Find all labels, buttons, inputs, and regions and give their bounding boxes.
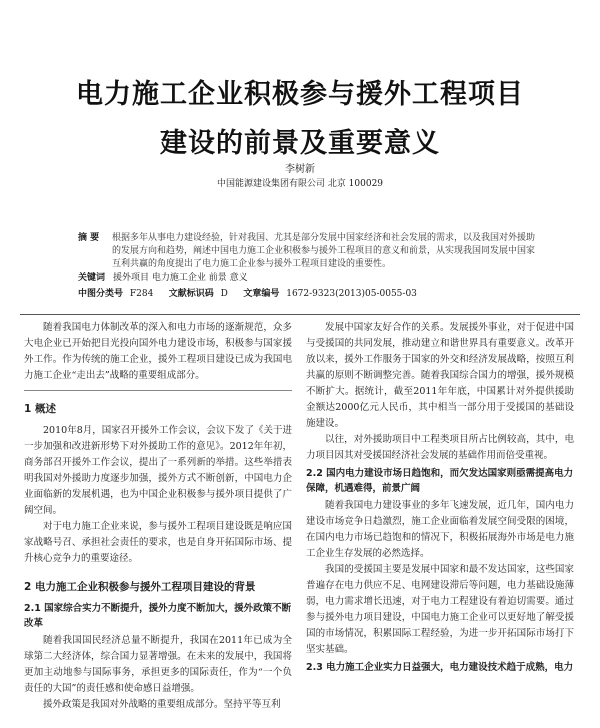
article-no-label: 文章编号: [243, 289, 280, 299]
section-2-1-heading: 2.1 国家综合实力不断提升，援外力度不断加大，援外政策不断改革: [24, 603, 292, 629]
right-column: [306, 320, 574, 677]
left-column: [24, 320, 292, 713]
paper-title-line2: 建设的前景及重要意义: [160, 128, 440, 159]
intro-paragraph: 随着我国电力体制改革的深入和电力市场的逐渐规范，众多大电企业已开始把目光投向国外电力建设市场，积极参与国家援外工作。作为传统的施工企业，援外工程项目建设已成为我国电力施工企业“走出去”战略的重要组成部分。: [24, 320, 292, 391]
section-1-heading: 1 概述: [24, 403, 56, 415]
section-1-paragraph-1: 2010年8月，国家召开援外工作会议，会议下发了《关于进一步加强和改进新形势下对外援助工作的意见》。2012年年初，商务部召开援外工作会议，提出了一系列新的举措。这些举措表明我国对外援助力度逐步加强，援外方式不断创新，中国电力企业面临新的发展机遇，也为中国企业积极参与援外项目提供了广阔空间。: [24, 425, 292, 516]
author: 李树新: [285, 164, 315, 175]
abstract-text: 根据多年从事电力建设经验，针对我国、尤其是部分发展中国家经济和社会发展的需求，以及我国对外援助的发展方向和趋势，阐述中国电力施工企业积极参与援外工程项目的意义和前景，从实现我国同发展中国家互利共赢的角度提出了电力施工企业参与援外工程项目建设的重要性。: [112, 233, 536, 269]
keywords-label: 关键词: [78, 273, 106, 283]
paper-title-line1: 电力施工企业积极参与援外工程项目: [76, 79, 524, 110]
abstract: [78, 232, 538, 271]
article-no-value: 1672-9323(2013)05-0055-03: [286, 289, 417, 299]
section-2-2-heading: 2.2 国内电力建设市场日趋饱和，而欠发达国家则亟需提高电力保障，机遇难得，前景广阔: [306, 468, 574, 494]
abstract-label: 摘 要: [78, 233, 100, 243]
doc-code-label: 文献标识码: [168, 289, 214, 299]
clc-label: 中图分类号: [78, 289, 124, 299]
affiliation: 中国能源建设集团有限公司 北京 100029: [216, 179, 384, 189]
classification: [78, 288, 538, 301]
right-paragraph-2: 以往，对外援助项目中工程类项目所占比例较高，其中，电力项目因其对受援国经济社会发展的基础作用而倍受重视。: [306, 434, 574, 461]
section-1-paragraph-2: 对于电力施工企业来说，参与援外工程项目建设既是响应国家战略号召、承担社会责任的要求，也是自身开拓国际市场、提升核心竞争力的重要途径。: [24, 521, 292, 564]
section-2-3-heading: 2.3 电力施工企业实力日益强大，电力建设技术趋于成熟，电力: [306, 662, 574, 673]
keywords: [78, 272, 538, 285]
section-2-2-paragraph-2: 我国的受援国主要是发展中国家和最不发达国家，这些国家普遍存在电力供应不足、电网建设滞后等问题，电力基础设施薄弱，电力需求增长迅速，对于电力工程建设有着迫切需要。通过参与援外电力项目建设，中国电力施工企业可以更好地了解受援国的市场情况，积累国际工程经验，为进一步开拓国际市场打下坚实基础。: [306, 564, 574, 655]
clc-value: F284: [129, 289, 154, 299]
section-2-1-paragraph: 随着我国国民经济总量不断提升，我国在2011年已成为全球第二大经济体，综合国力显著增强。在未来的发展中，我国将更加主动地参与国际事务，承担更多的国际责任，作为“一个负责任的大国”的责任感和使命感日益增强。: [24, 635, 292, 694]
right-paragraph-1: 发展中国家友好合作的关系。发展援外事业，对于促进中国与受援国的共同发展，推动建立和谐世界具有重要意义。改革开放以来，援外工作服务于国家的外交和经济发展战略，按照互利共赢的原则不断调整完善。随着我国综合国力的增强，援外规模不断扩大。据统计，截至2011年年底，中国累计对外提供援助金额达2000亿元人民币，其中相当一部分用于受援国的基础设施建设。: [306, 322, 574, 429]
header-rule: [20, 314, 580, 315]
keywords-text: 援外项目 电力施工企业 前景 意义: [113, 273, 248, 283]
section-2-1-paragraph-2: 援外政策是我国对外战略的重要组成部分。坚持平等互利: [43, 699, 281, 710]
doc-code-value: D: [220, 289, 228, 299]
section-2-heading: 2 电力施工企业积极参与援外工程项目建设的背景: [24, 581, 256, 593]
section-2-2-paragraph-1: 随着我国电力建设事业的多年飞速发展，近几年，国内电力建设市场竞争日趋激烈，施工企业面临着发展空间受限的困境，在国内电力市场已趋饱和的情况下，积极拓展海外市场是电力施工企业生存发展的必然选择。: [306, 500, 574, 559]
